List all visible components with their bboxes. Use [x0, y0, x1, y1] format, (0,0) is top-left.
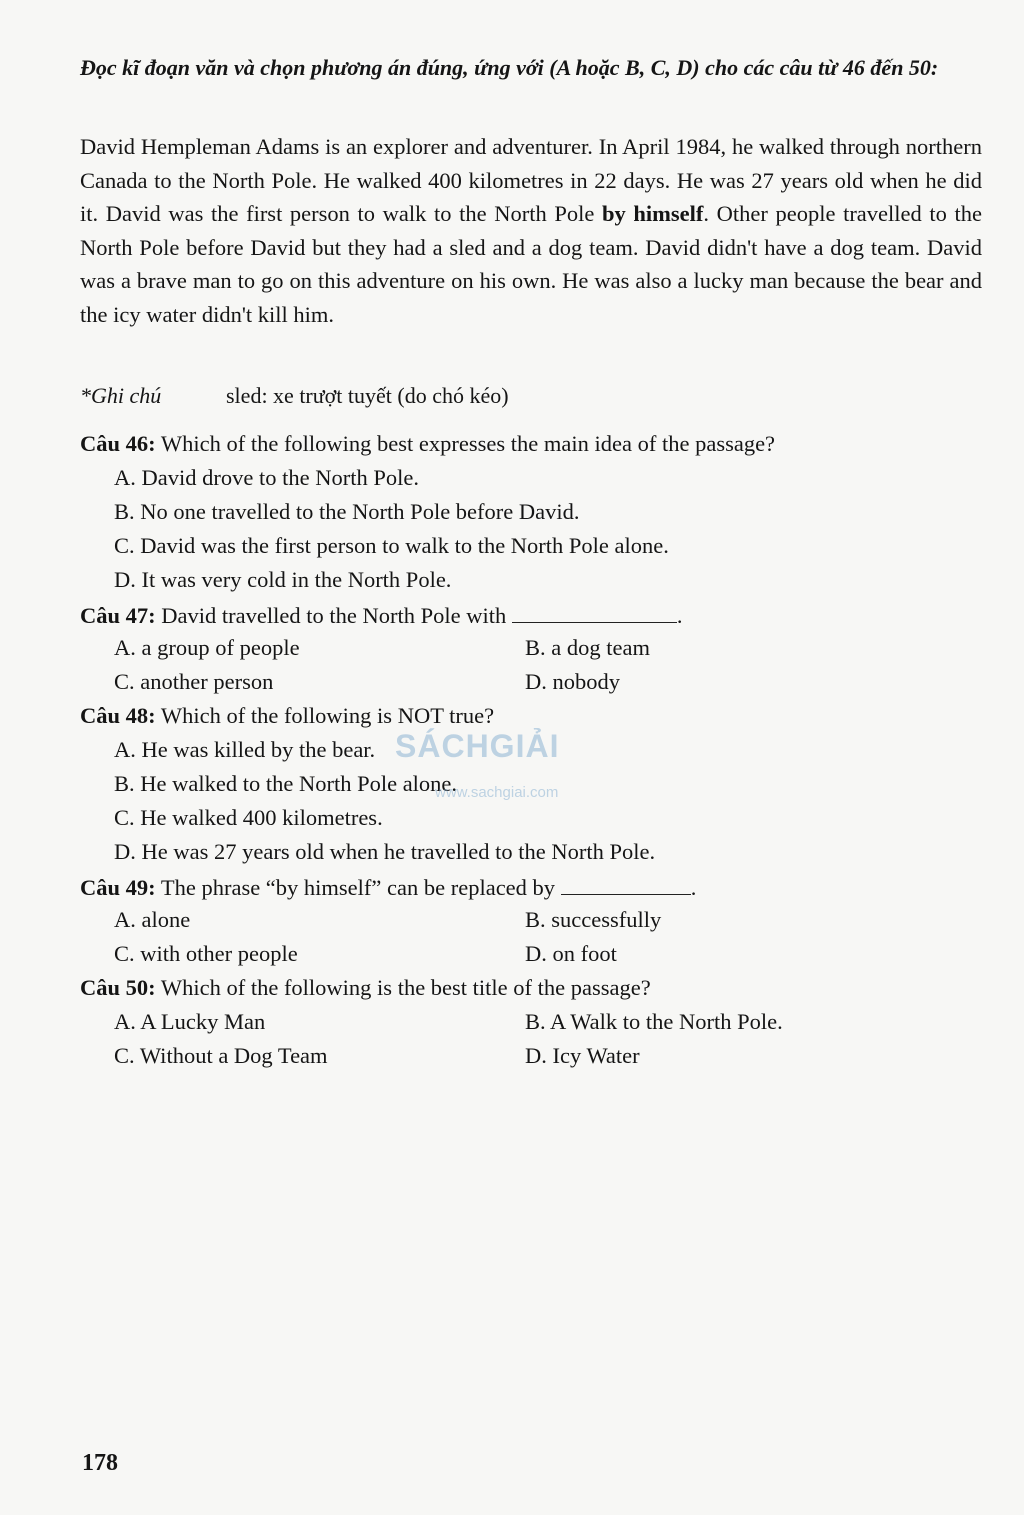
q50-option-b: B. A Walk to the North Pole. — [525, 1009, 783, 1034]
question-47 — [80, 598, 682, 632]
question-text: David travelled to the North Pole with — [155, 603, 512, 628]
question-50 — [80, 972, 651, 1004]
vocabulary-note — [80, 380, 509, 412]
q50-option-a: A. A Lucky Man — [114, 1009, 266, 1034]
q49-option-c: C. with other people — [114, 941, 298, 966]
question-number: Câu 48: — [80, 703, 156, 728]
q49-option-b: B. successfully — [525, 907, 662, 932]
q48-option-d: D. He was 27 years old when he travelled to the North Pole. — [114, 839, 656, 864]
q47-option-c: C. another person — [114, 669, 274, 694]
note-text: sled: xe trượt tuyết (do chó kéo) — [226, 383, 509, 408]
question-49 — [80, 870, 696, 904]
q48-option-c: C. He walked 400 kilometres. — [114, 805, 383, 830]
question-text: Which of the following is the best title of the passage? — [155, 975, 651, 1000]
question-end: . — [690, 875, 697, 900]
q46-option-d: D. It was very cold in the North Pole. — [114, 567, 452, 592]
answer-blank — [512, 598, 677, 623]
q46-option-c: C. David was the first person to walk to the North Pole alone. — [114, 533, 669, 558]
q48-option-a: A. He was killed by the bear. — [114, 737, 376, 762]
question-number: Câu 49: — [80, 875, 156, 900]
question-46 — [80, 428, 775, 460]
page-number: 178 — [82, 1450, 118, 1476]
answer-blank — [561, 870, 691, 895]
q47-option-b: B. a dog team — [525, 635, 650, 660]
watermark-url: www.sachgiai.com — [435, 784, 559, 801]
question-number: Câu 47: — [80, 603, 156, 628]
question-48 — [80, 700, 494, 732]
question-number: Câu 46: — [80, 431, 156, 456]
q46-option-a: A. David drove to the North Pole. — [114, 465, 419, 490]
passage-bold-phrase: by himself — [601, 201, 704, 227]
reading-passage — [80, 130, 982, 332]
q47-option-d: D. nobody — [525, 669, 620, 694]
q49-option-a: A. alone — [114, 907, 191, 932]
passage-text-part2: . Other people travelled to the North Pole before David but they had a sled and a dog team. David didn't have a dog team. David was a brave man to go on this adventure on his own. He was also a lucky man because the bear and the icy water didn't kill him. — [80, 201, 982, 327]
q46-option-b: B. No one travelled to the North Pole before David. — [114, 499, 580, 524]
question-text: Which of the following best expresses the main idea of the passage? — [155, 431, 776, 456]
q49-option-d: D. on foot — [525, 941, 617, 966]
exercise-instruction: Đọc kĩ đoạn văn và chọn phương án đúng, ứng với (A hoặc B, C, D) cho các câu từ 46 đến 50: — [80, 55, 939, 80]
watermark-brand: SÁCHGIẢI — [395, 728, 560, 764]
q48-option-b: B. He walked to the North Pole alone. — [114, 771, 458, 796]
question-end: . — [676, 603, 683, 628]
passage-text-part1: David Hempleman Adams is an explorer and adventurer. In April 1984, he walked through northern Canada to the North Pole. He walked 400 kilometres in 22 days. He was 27 years old when he did it. David was the first person to walk to the North Pole — [80, 134, 982, 227]
question-number: Câu 50: — [80, 975, 156, 1000]
note-label: *Ghi chú — [80, 383, 162, 408]
q50-option-c: C. Without a Dog Team — [114, 1043, 328, 1068]
q50-option-d: D. Icy Water — [525, 1043, 640, 1068]
question-text: Which of the following is NOT true? — [155, 703, 495, 728]
q47-option-a: A. a group of people — [114, 635, 300, 660]
question-text: The phrase “by himself” can be replaced by — [155, 875, 561, 900]
